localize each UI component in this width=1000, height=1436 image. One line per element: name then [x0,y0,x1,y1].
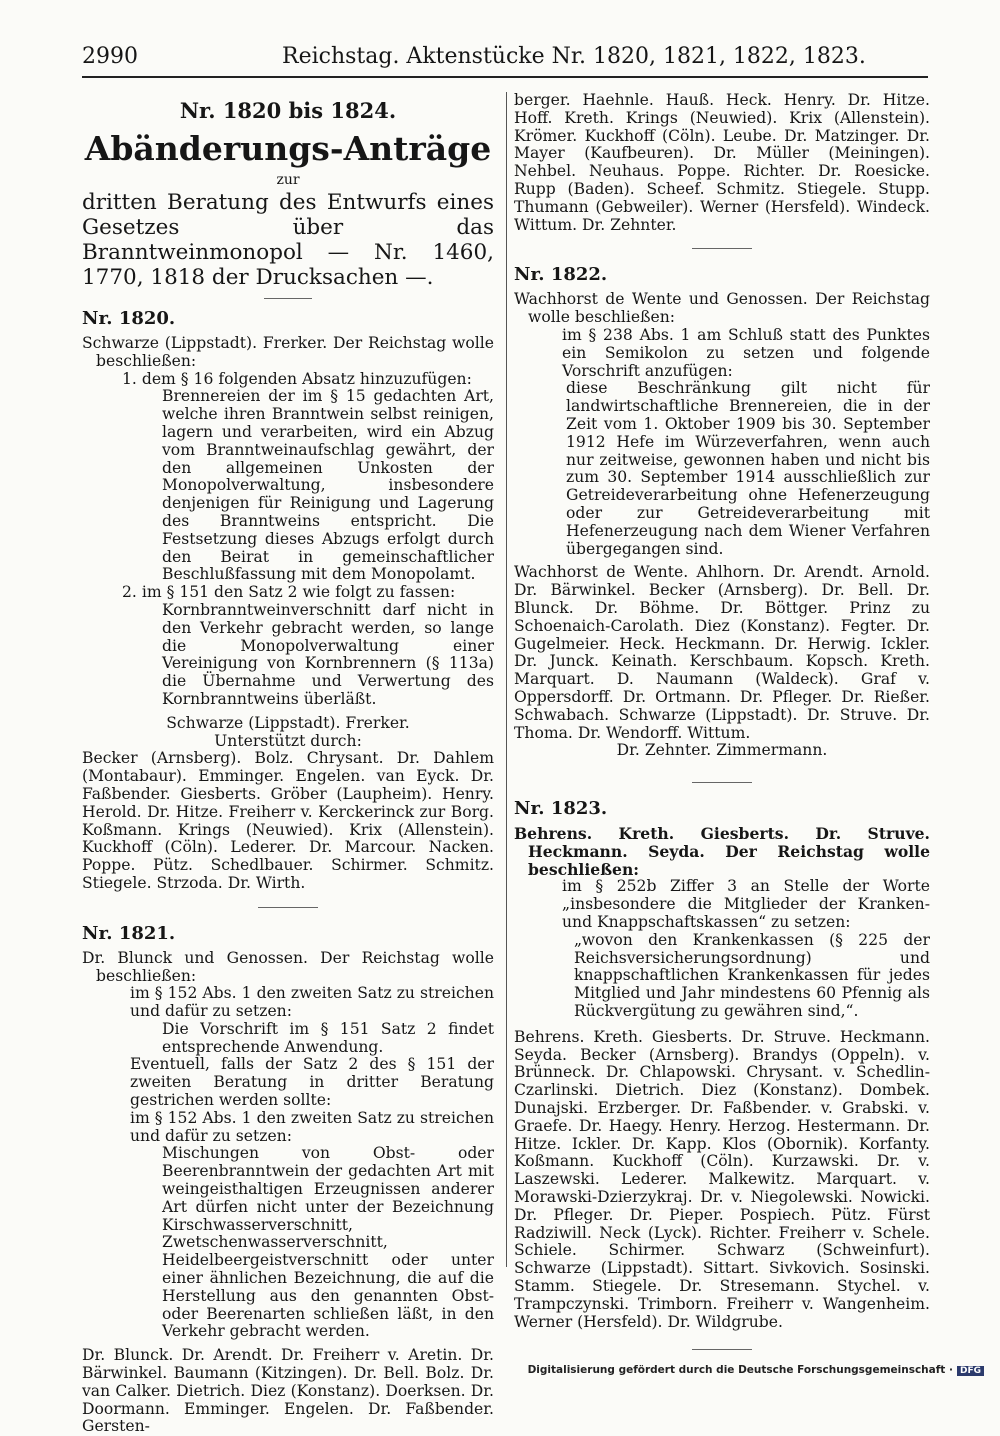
amendment-line-1823: im § 252b Ziffer 3 an Stelle der Worte „insbesondere die Mitglieder der Kranken- und Knappschaftskassen“ zu setzen: [562,877,930,932]
motion-intro-1823: Behrens. Kreth. Giesberts. Dr. Struve. Heckmann. Seyda. Der Reichstag wolle beschließen: [514,824,930,879]
main-title: Abänderungs-Anträge [84,129,492,168]
motion-item-1: 1. dem § 16 folgenden Absatz hinzuzufügen: [122,369,472,388]
running-title: Reichstag. Aktenstücke Nr. 1820, 1821, 1822, 1823. [282,44,866,69]
title-connector: zur [276,172,300,188]
digitization-credit [528,1364,984,1376]
supporters-1823: Behrens. Kreth. Giesberts. Dr. Struve. Heckmann. Seyda. Becker (Arnsberg). Brandys (Oppeln). v. Brünneck. Dr. Chlapowski. Chrysant. v. Schedlin-Czarlinski. Dietrich. Diez (Konstanz). Dombek. Dunajski. Erzberger. Dr. Faßbender. v. Grabski. v. Graefe. Dr. Haegy. Henry. Herzog. Hestermann. Dr. Hitze. Ickler. Dr. Kapp. Klos (Obornik). Korfanty. Koßmann. Kuckhoff (Cöln). Kurzawski. Dr. v. Laszewski. Lederer. Malkewitz. Marquart. v. Morawski-Dzierzykraj. Dr. v. Niegolewski. Nowicki. Dr. Pfleger. Dr. Pieper. Pospiech. Pütz. Fürst Radziwill. Neck (Lyck). Richter. Freiherr v. Schele. Schiele. Schirmer. Schwarz (Schweinfurt). Schwarze (Lippstadt). Sittart. Sivkovich. Sosinski. Stamm. Stiegele. Dr. Stresemann. Stychel. v. Trampczynski. Trimborn. Freiherr v. Wangenheim. Werner (Hersfeld). Dr. Wildgrube. [514,1027,930,1331]
subtitle: dritten Beratung des Entwurfs eines Gesetzes über das Branntweinmonopol — Nr. 1460, 1770, 1818 der Drucksachen —. [82,190,494,290]
header-rule [82,76,928,78]
divider [258,907,318,908]
amendment-line-1-text: Die Vorschrift im § 151 Satz 2 findet entsprechende Anwendung. [162,1019,494,1056]
page-number: 2990 [82,44,138,69]
motion-item-2: 2. im § 151 den Satz 2 wie folgt zu fassen: [122,583,456,602]
column-divider [506,92,507,1267]
dfg-logo: DFG [957,1366,984,1376]
divider [692,248,752,249]
supporters-1821: Dr. Blunck. Dr. Arendt. Dr. Freiherr v. Aretin. Dr. Bärwinkel. Baumann (Kitzingen). Dr. Bell. Bolz. Dr. van Calker. Dietrich. Diez (Konstanz). Doerksen. Dr. Doormann. Emminger. Engelen. Dr. Faßbender. Gersten- [82,1346,494,1436]
motion-intro-1821: Dr. Blunck und Genossen. Der Reichstag wolle beschließen: [82,948,494,985]
credit-text: Digitalisierung gefördert durch die Deutsche Forschungsgemeinschaft · [527,1364,953,1376]
amendment-line-1: im § 152 Abs. 1 den zweiten Satz zu streichen und dafür zu setzen: [130,984,494,1021]
section-heading-1821: Nr. 1821. [82,922,176,944]
amendment-line-2-text: Mischungen von Obst- oder Beerenbranntwein der gedachten Art mit weingeisthaltigen Erzeugnissen anderer Art dürfen nicht unter der Bezeichnung Kirschwasserverschnitt, Zwetschenwasserverschnitt, Heidelbeergeistverschnitt oder unter einer ähnlichen Bezeichnung, die auf die Herstellung aus den genannten Obst- oder Beerenarten schließen läßt, in den Verkehr gebracht werden. [162,1144,494,1341]
motion-intro-1820: Schwarze (Lippstadt). Frerker. Der Reichstag wolle beschließen: [82,334,494,370]
motion-intro-1822: Wachhorst de Wente und Genossen. Der Reichstag wolle beschließen: [514,290,930,327]
divider [692,1349,752,1350]
right-column [514,92,930,1364]
page-header [82,44,922,76]
eventuell-clause: Eventuell, falls der Satz 2 des § 151 der zweiten Beratung in dritter Beratung gestrichen werden sollte: [130,1055,494,1110]
section-heading-1823: Nr. 1823. [514,798,608,820]
amendment-line-1822: im § 238 Abs. 1 am Schluß statt des Punktes ein Semikolon zu setzen und folgende Vorschrift anzufügen: [562,325,930,380]
document-range-title: Nr. 1820 bis 1824. [179,98,397,123]
signers-1820: Schwarze (Lippstadt). Frerker. [166,713,410,732]
supported-label: Unterstützt durch: [214,731,362,750]
amendment-line-2: im § 152 Abs. 1 den zweiten Satz zu streichen und dafür zu setzen: [130,1108,494,1145]
divider [692,782,752,783]
supporters-1820: Becker (Arnsberg). Bolz. Chrysant. Dr. Dahlem (Montabaur). Emminger. Engelen. van Eyck. Dr. Faßbender. Giesberts. Gröber (Laupheim). Henry. Herold. Dr. Hitze. Freiherr v. Kerckerinck zur Borg. Koßmann. Krings (Neuwied). Krix (Allenstein). Kuckhoff (Cöln). Lederer. Dr. Marcour. Nacken. Poppe. Pütz. Schedlbauer. Schirmer. Schmitz. Stiegele. Strzoda. Dr. Wirth. [82,749,494,892]
motion-item-1-text: Brennereien der im § 15 gedachten Art, welche ihren Branntwein selbst reinigen, lagern und verarbeiten, wird ein Abzug vom Branntweinaufschlag gewährt, der den allgemeinen Unkosten der Monopolverwaltung, insbesondere denjenigen für Reinigung und Lagerung des Branntweins entspricht. Die Festsetzung dieses Abzugs erfolgt durch den Beirat in gemeinschaftlicher Beschlußfassung mit dem Monopolamt. [162,387,494,584]
amendment-line-1822-text: diese Beschränkung gilt nicht für landwirtschaftliche Brennereien, die in der Zeit vom 1. Oktober 1909 bis 30. September 1912 Hefe im Würzeverfahren, wenn auch nur zeitweise, gewonnen haben und nicht bis zum 30. September 1914 ausschließlich zur Getreideverarbeitung ohne Hefenerzeugung oder zur Getreideverarbeitung mit Hefenerzeugung nach dem Wiener Verfahren übergegangen sind. [566,379,930,558]
left-column [82,92,494,1436]
supporters-1822-last: Dr. Zehnter. Zimmermann. [616,741,828,760]
motion-item-2-text: Kornbranntweinverschnitt darf nicht in den Verkehr gebracht werden, so lange die Monopolverwaltung einer Vereinigung von Kornbrennern (§ 113a) die Übernahme und Verwertung des Kornbranntweins überläßt. [162,600,494,708]
supporters-1822: Wachhorst de Wente. Ahlhorn. Dr. Arendt. Arnold. Dr. Bärwinkel. Becker (Arnsberg). Dr. Bell. Dr. Blunck. Dr. Böhme. Dr. Böttger. Prinz zu Schoenaich-Carolath. Diez (Konstanz). Fegter. Dr. Gugelmeier. Heck. Heckmann. Dr. Herwig. Ickler. Dr. Junck. Keinath. Kerschbaum. Kopsch. Kreth. Marquart. D. Naumann (Waldeck). Graf v. Oppersdorff. Dr. Ortmann. Dr. Pfleger. Dr. Rießer. Schwabach. Schwarze (Lippstadt). Dr. Struve. Dr. Thoma. Dr. Wendorff. Wittum. [514,563,930,742]
divider [264,298,312,299]
amendment-line-1823-text: „wovon den Krankenkassen (§ 225 der Reichsversicherungsordnung) und knappschaftlichen Krankenkassen für jedes Mitglied und Jahr mindestens 60 Pfennig als Rückvergütung zu gewähren sind,“. [574,930,930,1021]
supporters-1821-continued: berger. Haehnle. Hauß. Heck. Henry. Dr. Hitze. Hoff. Kreth. Krings (Neuwied). Krix (Allenstein). Krömer. Kuckhoff (Cöln). Leube. Dr. Matzinger. Dr. Mayer (Kaufbeuren). Dr. Müller (Meiningen). Nehbel. Neuhaus. Poppe. Richter. Dr. Roesicke. Rupp (Baden). Scheef. Schmitz. Stiegele. Stupp. Thumann (Gebweiler). Werner (Hersfeld). Windeck. Wittum. Dr. Zehnter. [514,91,930,234]
section-heading-1820: Nr. 1820. [82,308,176,329]
section-heading-1822: Nr. 1822. [514,264,608,286]
